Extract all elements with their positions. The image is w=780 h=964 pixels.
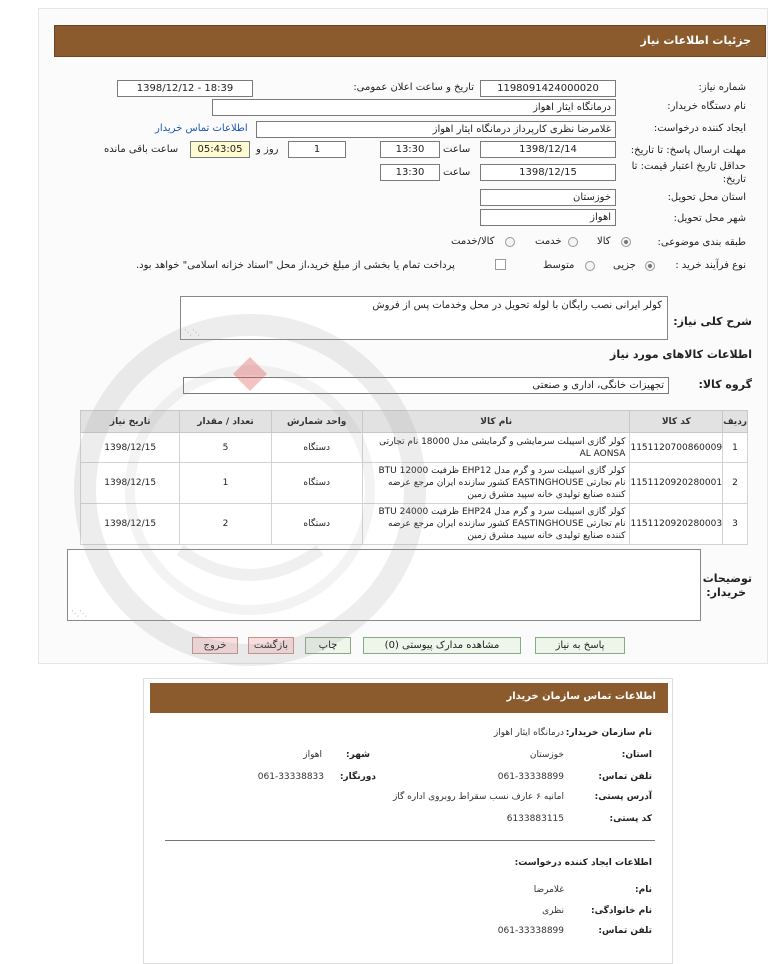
- cell-date: 1398/12/15: [81, 433, 180, 463]
- cell-row: 2: [723, 463, 748, 504]
- creator-phone: 061-33338899: [497, 926, 564, 936]
- price-validity-label-2: تاریخ:: [722, 174, 746, 185]
- cell-unit: دستگاه: [271, 463, 362, 504]
- creator-first-name: غلامرضا: [533, 885, 564, 895]
- cell-unit: دستگاه: [271, 433, 362, 463]
- process-option-medium: متوسط: [543, 260, 575, 271]
- table-row[interactable]: [81, 433, 748, 463]
- reply-button[interactable]: پاسخ به نیاز: [535, 637, 625, 654]
- resize-grip-icon: ⋰⋰: [71, 609, 87, 618]
- attachments-button[interactable]: مشاهده مدارک پیوستی (0): [363, 637, 521, 654]
- buyer-notes-label: توضیحات: [702, 572, 752, 585]
- cell-qty: 1: [180, 463, 271, 504]
- treasury-note: پرداخت تمام یا بخشی از مبلغ خرید،از محل "اسناد خزانه اسلامی" خواهد بود.: [136, 260, 455, 271]
- category-radio-both[interactable]: [505, 237, 515, 247]
- page-title: جزئیات اطلاعات نیاز: [640, 34, 751, 47]
- need-number-field[interactable]: 1198091424000020: [480, 80, 616, 97]
- table-header-row: [81, 411, 748, 433]
- table-row[interactable]: [81, 504, 748, 545]
- process-label: نوع فرآیند خرید :: [675, 260, 746, 271]
- creator-label: ایجاد کننده درخواست:: [653, 123, 746, 134]
- col-name: نام کالا: [362, 411, 630, 433]
- announce-label: تاریخ و ساعت اعلان عمومی:: [353, 82, 474, 93]
- announce-field[interactable]: 1398/12/12 - 18:39: [117, 80, 253, 97]
- process-option-minor: جزیی: [613, 260, 636, 271]
- province-field[interactable]: خوزستان: [480, 189, 616, 206]
- buyer-org-label: نام دستگاه خریدار:: [667, 101, 746, 112]
- treasury-checkbox[interactable]: [495, 259, 506, 270]
- buyer-notes-textarea[interactable]: [67, 549, 701, 621]
- contact-phone-label: تلفن تماس:: [598, 772, 652, 782]
- summary-label: شرح کلی نیاز:: [673, 315, 752, 328]
- price-validity-time-field[interactable]: 13:30: [380, 164, 440, 181]
- remaining-label: ساعت باقی مانده: [104, 144, 179, 155]
- process-radio-minor[interactable]: [645, 261, 655, 271]
- city-label: شهر محل تحویل:: [673, 213, 746, 224]
- contact-header: [150, 683, 668, 713]
- price-validity-date-field[interactable]: 1398/12/15: [480, 164, 616, 181]
- deadline-time-label: ساعت: [443, 144, 471, 155]
- contact-panel: [143, 678, 673, 964]
- creator-last-name-label: نام خانوادگی:: [590, 906, 652, 916]
- buyer-contact-link[interactable]: اطلاعات تماس خریدار: [155, 123, 248, 134]
- summary-textarea[interactable]: [180, 296, 668, 340]
- category-label: طبقه بندی موضوعی:: [657, 237, 746, 248]
- creator-field[interactable]: غلامرضا نظری کارپرداز درمانگاه ایثار اهواز: [256, 121, 616, 138]
- deadline-label: مهلت ارسال پاسخ: تا تاریخ:: [630, 145, 746, 156]
- contact-address: امانیه ۶ عارف نسب سقراط روبروی اداره گاز: [392, 792, 564, 802]
- contact-fax-label: دورنگار:: [339, 772, 376, 782]
- resize-grip-icon: ⋰⋰: [184, 328, 200, 337]
- col-row: ردیف: [723, 411, 748, 433]
- items-table: [80, 410, 748, 545]
- col-unit: واحد شمارش: [271, 411, 362, 433]
- cell-code: 1151120920280003: [630, 504, 723, 545]
- contact-city-label: شهر:: [346, 750, 370, 760]
- city-field[interactable]: اهواز: [480, 209, 616, 226]
- cell-code: 1151120700860009: [630, 433, 723, 463]
- category-option-both: کالا/خدمت: [451, 236, 495, 247]
- col-qty: تعداد / مقدار: [180, 411, 271, 433]
- province-label: استان محل تحویل:: [667, 192, 746, 203]
- need-number-label: شماره نیاز:: [698, 82, 746, 93]
- cell-name: کولر گازی اسپیلت سرد و گرم مدل EHP24 ظرفیت BTU 24000 نام تجارتی EASTINGHOUSE کشور سازنده ایران مرجع عرضه کننده صنایع تولیدی خانه سپید مشرق زمین: [362, 504, 630, 545]
- creator-first-name-label: نام:: [635, 885, 652, 895]
- goods-group-label: گروه کالا:: [698, 378, 752, 391]
- cell-date: 1398/12/15: [81, 504, 180, 545]
- price-validity-label: حداقل تاریخ اعتبار قیمت: تا: [631, 161, 746, 172]
- contact-phone: 061-33338899: [497, 772, 564, 782]
- creator-last-name: نظری: [542, 906, 564, 916]
- contact-province-label: استان:: [621, 750, 652, 760]
- contact-address-label: آدرس پستی:: [594, 792, 652, 802]
- category-radio-service[interactable]: [568, 237, 578, 247]
- table-row[interactable]: [81, 463, 748, 504]
- cell-row: 3: [723, 504, 748, 545]
- contact-city: اهواز: [303, 750, 322, 760]
- category-radio-goods[interactable]: [621, 237, 631, 247]
- cell-name: کولر گازی اسپیلت سرمایشی و گرمایشی مدل 18000 نام تجارتی AL AONSA: [362, 433, 630, 463]
- cell-unit: دستگاه: [271, 504, 362, 545]
- contact-org-label: نام سازمان خریدار:: [565, 728, 652, 738]
- cell-qty: 5: [180, 433, 271, 463]
- category-option-goods: کالا: [597, 236, 611, 247]
- category-option-service: خدمت: [535, 236, 562, 247]
- days-field[interactable]: 1: [288, 141, 346, 158]
- price-validity-time-label: ساعت: [443, 167, 471, 178]
- contact-title: اطلاعات تماس سازمان خریدار: [506, 691, 656, 702]
- cell-name: کولر گازی اسپیلت سرد و گرم مدل EHP12 ظرفیت BTU 12000 نام تجارتی EASTINGHOUSE کشور سازنده ایران مرجع عرضه کننده صنایع تولیدی خانه سپید مشرق زمین: [362, 463, 630, 504]
- summary-text: کولر ایرانی نصب رایگان با لوله تحویل در محل وخدمات پس از فروش: [372, 300, 662, 311]
- creator-info-title: اطلاعات ایجاد کننده درخواست:: [514, 858, 652, 868]
- print-button[interactable]: چاپ: [305, 637, 351, 654]
- process-radio-medium[interactable]: [585, 261, 595, 271]
- contact-postal: 6133883115: [506, 814, 564, 824]
- col-code: کد کالا: [630, 411, 723, 433]
- cell-row: 1: [723, 433, 748, 463]
- cell-qty: 2: [180, 504, 271, 545]
- contact-fax: 061-33338833: [257, 772, 324, 782]
- contact-divider: [165, 840, 655, 841]
- contact-postal-label: کد پستی:: [609, 814, 652, 824]
- col-date: تاریخ نیاز: [81, 411, 180, 433]
- buyer-notes-label-2: خریدار:: [706, 586, 746, 599]
- creator-phone-label: تلفن تماس:: [598, 926, 652, 936]
- deadline-time-field[interactable]: 13:30: [380, 141, 440, 158]
- back-button[interactable]: بازگشت: [248, 637, 294, 654]
- exit-button[interactable]: خروج: [192, 637, 238, 654]
- goods-info-title: اطلاعات کالاهای مورد نیاز: [610, 348, 752, 361]
- deadline-date-field[interactable]: 1398/12/14: [480, 141, 616, 158]
- remaining-time-field: 05:43:05: [190, 141, 250, 158]
- contact-org: درمانگاه ایثار اهواز: [493, 728, 564, 738]
- goods-group-field[interactable]: تجهیزات خانگی، اداری و صنعتی: [183, 377, 669, 394]
- page-header: [54, 25, 766, 57]
- buyer-org-field[interactable]: درمانگاه ایثار اهواز: [212, 99, 616, 116]
- contact-province: خوزستان: [529, 750, 564, 760]
- days-label: روز و: [256, 144, 279, 155]
- cell-date: 1398/12/15: [81, 463, 180, 504]
- cell-code: 1151120920280001: [630, 463, 723, 504]
